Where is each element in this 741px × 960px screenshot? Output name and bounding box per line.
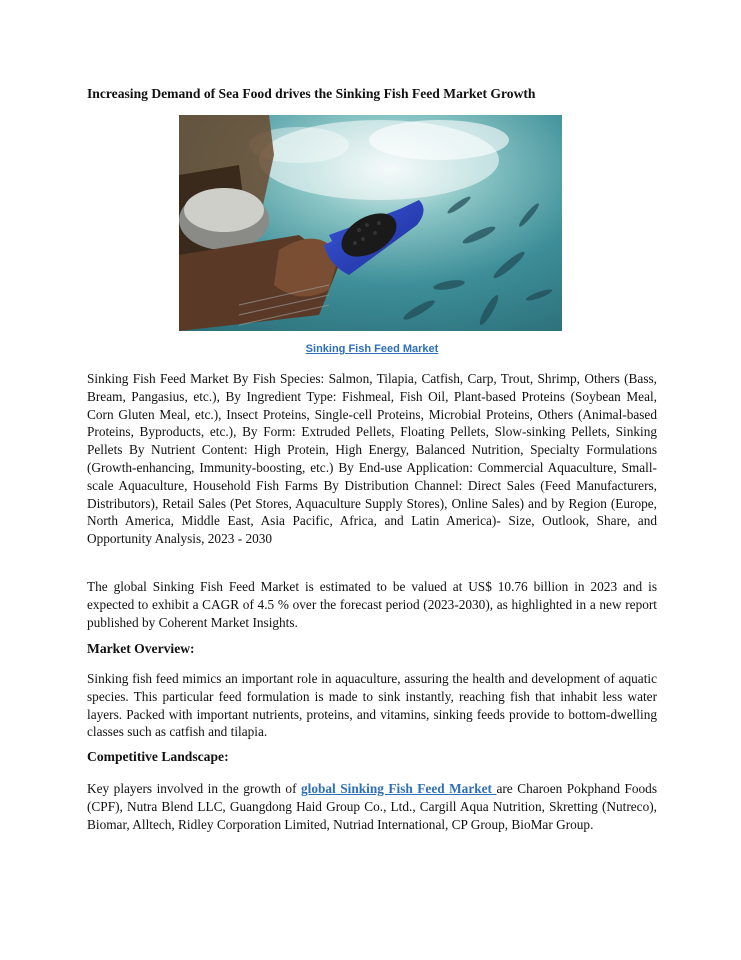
market-overview-heading: Market Overview: — [87, 641, 195, 656]
competitive-intro: Key players involved in the growth of — [87, 781, 302, 796]
competitive-paragraph — [87, 780, 657, 833]
image-caption-link[interactable]: Sinking Fish Feed Market — [305, 343, 439, 355]
fish-feeding-photo — [179, 115, 562, 331]
competitive-rest: are Charoen Pokphand Foods (CPF), Nutra Blend LLC, Guangdong Haid Group Co., Ltd., Cargill Aqua Nutrition, Skretting (Nutreco), Biomar, Alltech, Ridley Corporation Limited, Nutriad International, CP Group, BioMar Group. — [87, 781, 657, 832]
segmentation-paragraph: Sinking Fish Feed Market By Fish Species: Salmon, Tilapia, Catfish, Carp, Trout, Shrimp, Others (Bass, Bream, Pangasius, etc.), By Ingredient Type: Fishmeal, Fish Oil, Plant-based Proteins (Soybean Meal, Corn Gluten Meal, etc.), Insect Proteins, Single-cell Proteins, Microbial Proteins, Others (Animal-based Proteins, Byproducts, etc.), By Form: Extruded Pellets, Floating Pellets, Slow-sinking Pellets, Sinking Pellets By Nutrient Content: High Protein, High Energy, Balanced Nutrition, Specialty Formulations (Growth-enhancing, Immunity-boosting, etc.) By End-use Application: Commercial Aquaculture, Small-scale Aquaculture, Household Fish Farms By Distribution Channel: Direct Sales (Feed Manufacturers, Distributors), Retail Sales (Pet Stores, Aquaculture Supply Stores), Online Sales) and by Region (Europe, North America, Middle East, Asia Pacific, Africa, and Latin America)- Size, Outlook, Share, and Opportunity Analysis, 2023 - 2030 — [87, 371, 657, 547]
sinking-fish-feed-market-link[interactable]: global Sinking Fish Feed Market — [301, 781, 497, 796]
competitive-landscape-heading: Competitive Landscape: — [87, 749, 229, 764]
document-title: Increasing Demand of Sea Food drives the Sinking Fish Feed Market Growth — [87, 86, 536, 101]
fish-feeding-illustration — [179, 115, 562, 331]
valuation-paragraph: The global Sinking Fish Feed Market is estimated to be valued at US$ 10.76 billion in 2023 and is expected to exhibit a CAGR of 4.5 % over the forecast period (2023-2030), as highlighted in a new report published by Coherent Market Insights. — [87, 579, 657, 630]
overview-paragraph: Sinking fish feed mimics an important role in aquaculture, assuring the health and development of aquatic species. This particular feed formulation is made to sink instantly, reaching fish that inhabit less water layers. Packed with important nutrients, proteins, and vitamins, sinking feeds provide to bottom-dwelling classes such as catfish and tilapia. — [87, 671, 657, 740]
